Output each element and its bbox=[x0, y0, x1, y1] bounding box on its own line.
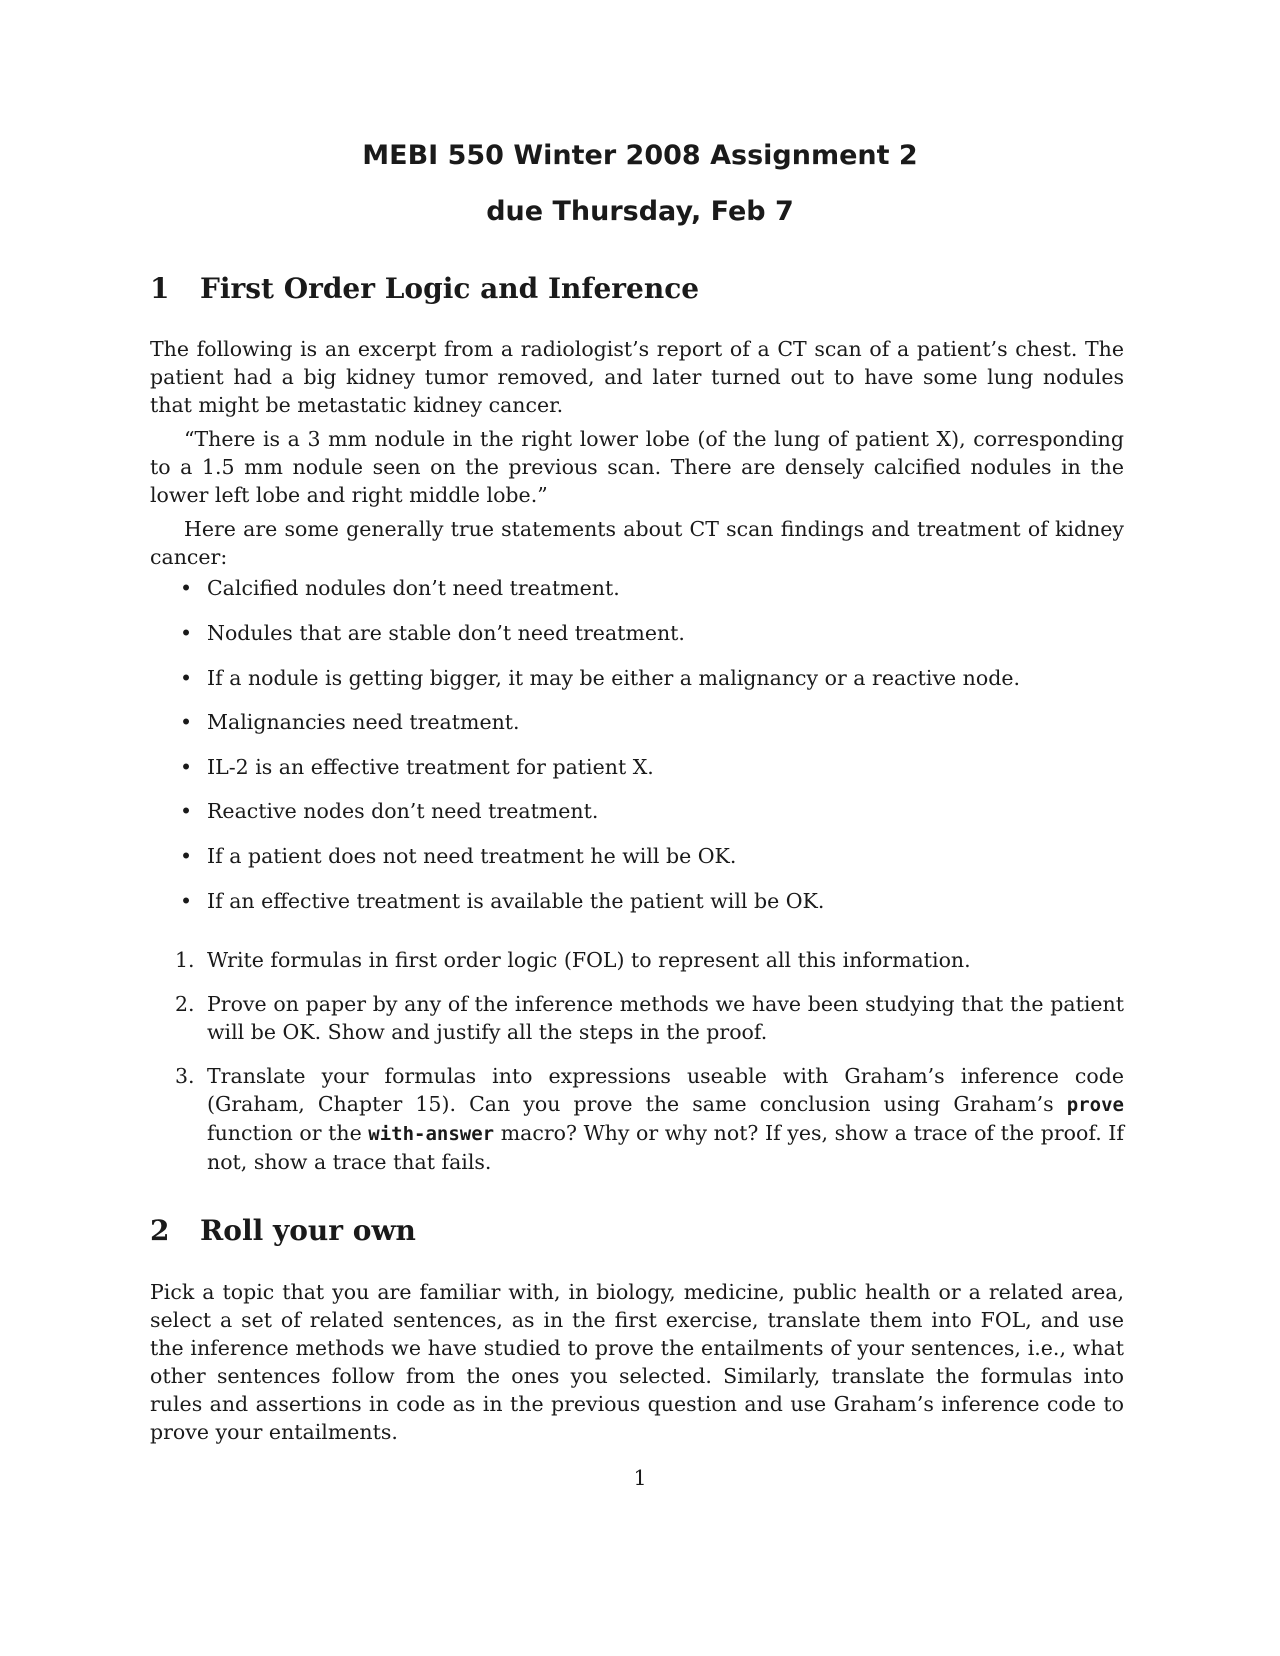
bullet-icon: • bbox=[180, 889, 193, 913]
code-with-answer: with-answer bbox=[368, 1123, 495, 1145]
report-quote: “There is a 3 mm nodule in the right lower lobe (of the lung of patient X), corresponding to a 1.5 mm nodule seen on the previous scan. There are densely calcified nodules in the lower left lobe and right middle lobe.” bbox=[150, 427, 1124, 507]
bullet-icon: • bbox=[180, 621, 193, 645]
bullet-icon: • bbox=[180, 799, 193, 823]
section-title: First Order Logic and Inference bbox=[200, 272, 700, 305]
section-number: 2 bbox=[150, 1214, 170, 1247]
bullet-icon: • bbox=[180, 576, 193, 600]
section-2-heading bbox=[150, 1214, 416, 1247]
bullet-icon: • bbox=[180, 755, 193, 779]
section-title: Roll your own bbox=[200, 1214, 416, 1247]
bullet-icon: • bbox=[180, 666, 193, 690]
code-prove: prove bbox=[1066, 1094, 1124, 1116]
due-date: due Thursday, Feb 7 bbox=[486, 196, 794, 227]
task-number: 2. bbox=[175, 992, 195, 1016]
section-1-heading bbox=[150, 272, 699, 305]
task-text: Translate your formulas into expressions useable with Graham’s inference code (Graham, Chapter 15). Can you prove the same conclusion using Graham’s prove function or the with-answer macro? Why or why not? If yes, show a trace of the proof. If not, show a trace that fails. bbox=[207, 1064, 1124, 1174]
section-number: 1 bbox=[150, 272, 170, 305]
task-number: 1. bbox=[175, 948, 195, 972]
document-page: MEBI 550 Winter 2008 Assignment 2 due Thursday, Feb 7 1 First Order Logic and Inference The following is an excerpt from a radiologist’s report of a CT scan of a patient’s chest. The patient had a big kidney tumor removed, and later turned out to have some lung nodules that might be metastatic kidney cancer. “There is a 3 mm nodule in the right lower lobe (of the lung of patient X), corresponding to a 1.5 mm nodule seen on the previous scan. There are densely calcified nodules in the lower left lobe and right middle lobe.” Here are some generally true statements about CT scan findings and treatment of kidney cancer: • Calcified nodules don’t need treatment. • Nodules that are stable don’t need treatment. • If a nodule is getting bigger, it may be either a malignancy or a reactive node. • Malignancies need treatment. • IL-2 is an effective treatment for patient X. • Reactive nodes don’t need treatment. • If a patient does not need treatment he will be OK. • If an effective treatment is available the patient will be OK. 1. Write formulas in first order logic (FOL) to represent all this information. 2. Prove on paper by any of the inference methods we have been studying that the patient will be OK. Show and justify all the steps in the proof. 3. Translate your formulas into expressions useable with Graham’s inference code (Graham, Chapter 15). Can you prove the same conclusion using Graham’s prove function or the with-answer macro? Why or why not? If yes, show a trace of the proof. If not, show a trace that fails. 2 Roll your own Pick a topic that you are familiar with, in biology, medicine, public health or a related area, select a set of related sentences, as in the first exercise, translate them into FOL, and use the inference methods we have studied to prove the entailments of your sentences, i.e., what other sentences follow from the ones you selected. Similarly, translate the formulas into rules and assertions in code as in the previous question and use Graham’s inference code to prove your entailments. 1 bbox=[0, 0, 1280, 1656]
section-2-paragraph: Pick a topic that you are familiar with, in biology, medicine, public health or a related area, select a set of related sentences, as in the first exercise, translate them into FOL, and use the inference methods we have studied to prove the entailments of your sentences, i.e., what other sentences follow from the ones you selected. Similarly, translate the formulas into rules and assertions in code as in the previous question and use Graham’s inference code to prove your entailments. bbox=[150, 1280, 1124, 1444]
task-number: 3. bbox=[175, 1064, 195, 1088]
intro-paragraph: The following is an excerpt from a radiologist’s report of a CT scan of a patient’s chest. The patient had a big kidney tumor removed, and later turned out to have some lung nodules that might be metastatic kidney cancer. bbox=[150, 337, 1124, 417]
task-text: Prove on paper by any of the inference methods we have been studying that the patient will be OK. Show and justify all the steps in the proof. bbox=[207, 992, 1124, 1044]
task-text: Write formulas in first order logic (FOL) to represent all this information. bbox=[207, 948, 971, 972]
bullet-icon: • bbox=[180, 710, 193, 734]
page-number: 1 bbox=[633, 1466, 647, 1490]
document-title: MEBI 550 Winter 2008 Assignment 2 bbox=[362, 140, 918, 171]
statements-intro: Here are some generally true statements about CT scan findings and treatment of kidney cancer: bbox=[150, 517, 1124, 569]
bullet-icon: • bbox=[180, 844, 193, 868]
